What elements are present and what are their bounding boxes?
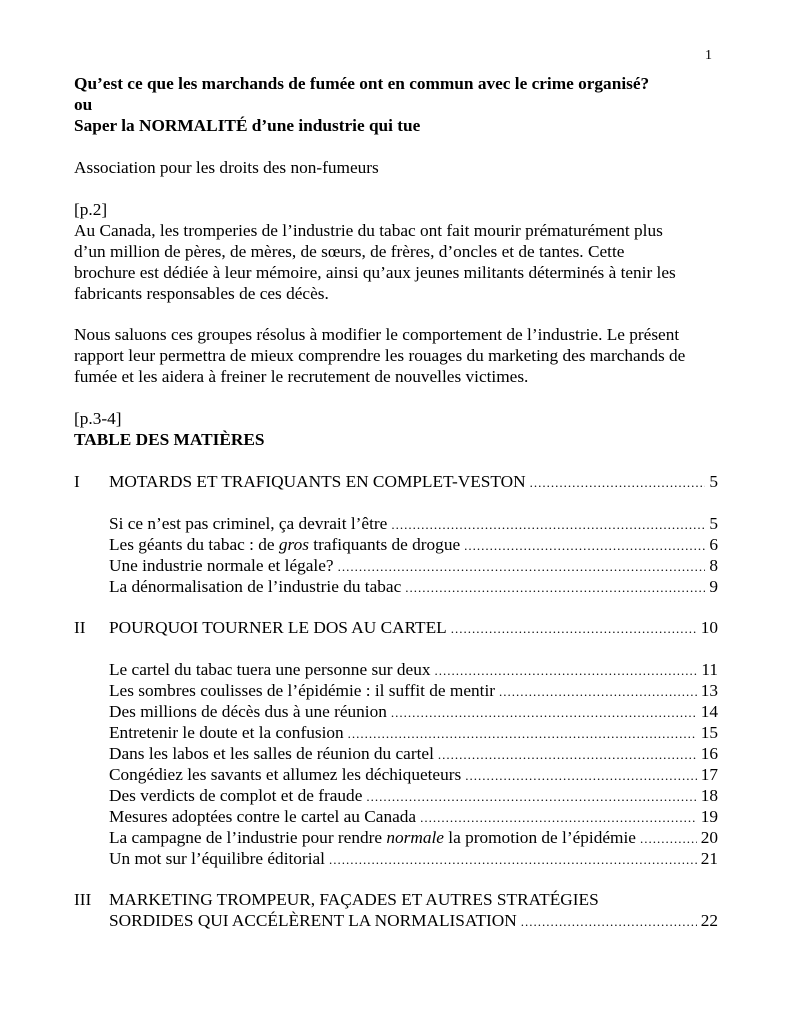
toc-entry bbox=[109, 827, 718, 848]
toc-entry-label bbox=[109, 534, 460, 555]
dot-leader bbox=[640, 828, 697, 849]
toc-entry-label bbox=[109, 827, 636, 848]
toc-entry-label: Des millions de décès dus à une réunion bbox=[109, 702, 387, 721]
toc-page-number: 16 bbox=[700, 744, 718, 763]
page-number: 1 bbox=[705, 48, 712, 63]
toc-page-number: 20 bbox=[700, 828, 718, 847]
toc-entry bbox=[109, 659, 718, 680]
toc-section-numeral: III bbox=[74, 890, 92, 909]
toc-heading: TABLE DES MATIÈRES bbox=[74, 430, 265, 449]
dot-leader bbox=[451, 618, 697, 639]
toc-page-number: 14 bbox=[700, 702, 718, 721]
toc-entry-label: Si ce n’est pas criminel, ça devrait l’être bbox=[109, 514, 388, 533]
toc-entry-label: Entretenir le doute et la confusion bbox=[109, 723, 344, 742]
toc-section-1 bbox=[109, 471, 718, 492]
toc-entry-label: Mesures adoptées contre le cartel au Canada bbox=[109, 807, 417, 826]
toc-entry-label: Le cartel du tabac tuera une personne sur deux bbox=[109, 660, 431, 679]
toc-entry bbox=[109, 513, 718, 534]
toc-entry-label: Une industrie normale et légale? bbox=[109, 556, 334, 575]
toc-page-number: 5 bbox=[709, 514, 718, 533]
dot-leader bbox=[366, 786, 696, 807]
toc-entry bbox=[109, 555, 718, 576]
title-line-1: Qu’est ce que les marchands de fumée ont en commun avec le crime organisé? bbox=[74, 74, 650, 93]
toc-page-number: 17 bbox=[700, 765, 718, 784]
toc-page-number: 13 bbox=[700, 681, 718, 700]
dot-leader bbox=[465, 765, 696, 786]
dot-leader bbox=[348, 723, 697, 744]
dot-leader bbox=[464, 535, 705, 556]
dot-leader bbox=[338, 556, 706, 577]
toc-page-number: 8 bbox=[709, 556, 718, 575]
toc-entry bbox=[109, 722, 718, 743]
toc-page-number: 18 bbox=[700, 786, 718, 805]
intro-paragraph bbox=[74, 324, 724, 387]
toc-page-number: 19 bbox=[700, 807, 718, 826]
toc-page-number: 11 bbox=[701, 660, 718, 679]
toc-section-title: POURQUOI TOURNER LE DOS AU CARTEL bbox=[109, 618, 447, 637]
toc-section-numeral: I bbox=[74, 472, 80, 491]
paragraph-line: Au Canada, les tromperies de l’industrie du tabac ont fait mourir prématurément plus bbox=[74, 221, 663, 240]
toc-page-number: 10 bbox=[700, 618, 718, 637]
dot-leader bbox=[391, 702, 697, 723]
page-ref-p2: [p.2] bbox=[74, 200, 108, 219]
toc-entry bbox=[109, 534, 718, 555]
dot-leader bbox=[405, 577, 705, 598]
page-ref-p3-4: [p.3-4] bbox=[74, 409, 122, 428]
dot-leader bbox=[521, 911, 697, 932]
toc-section-3 bbox=[109, 910, 718, 931]
paragraph-line: d’un million de pères, de mères, de sœurs, de frères, d’oncles et de tantes. Cette bbox=[74, 242, 625, 261]
dot-leader bbox=[438, 744, 697, 765]
toc-entry bbox=[109, 680, 718, 701]
toc-entry-label: Un mot sur l’équilibre éditorial bbox=[109, 849, 325, 868]
paragraph-line: rapport leur permettra de mieux comprendre les rouages du marketing des marchands de bbox=[74, 346, 686, 365]
toc-entry bbox=[109, 576, 718, 597]
toc-entry bbox=[109, 806, 718, 827]
toc-page-number: 5 bbox=[709, 472, 718, 491]
paragraph-line: Nous saluons ces groupes résolus à modifier le comportement de l’industrie. Le présent bbox=[74, 325, 680, 344]
toc-entry-label-part: trafiquants de drogue bbox=[308, 535, 461, 554]
toc-entry bbox=[109, 848, 718, 869]
toc-entry-label-italic: gros bbox=[278, 535, 309, 554]
toc-entry-label: Dans les labos et les salles de réunion du cartel bbox=[109, 744, 434, 763]
toc-section-numeral: II bbox=[74, 618, 86, 637]
dot-leader bbox=[329, 849, 697, 870]
toc-entry bbox=[109, 764, 718, 785]
dedication-paragraph bbox=[74, 199, 724, 304]
toc-entry-label: Congédiez les savants et allumez les déchiqueteurs bbox=[109, 765, 462, 784]
toc-entry-label: Des verdicts de complot et de fraude bbox=[109, 786, 363, 805]
title-line-2: ou bbox=[74, 95, 93, 114]
toc-entry-label: Les sombres coulisses de l’épidémie : il suffit de mentir bbox=[109, 681, 496, 700]
dot-leader bbox=[420, 807, 697, 828]
document-title bbox=[74, 73, 734, 136]
toc-entry-label-part: la promotion de l’épidémie bbox=[443, 828, 636, 847]
toc-page-number: 6 bbox=[709, 535, 718, 554]
organization-name: Association pour les droits des non-fumeurs bbox=[74, 158, 379, 177]
toc-entry bbox=[109, 785, 718, 806]
toc-entry-label: La dénormalisation de l’industrie du tabac bbox=[109, 577, 402, 596]
paragraph-line: fumée et les aidera à freiner le recrutement de nouvelles victimes. bbox=[74, 367, 529, 386]
toc-page-number: 22 bbox=[700, 911, 718, 930]
toc-entry-label-part: La campagne de l’industrie pour rendre bbox=[109, 828, 387, 847]
title-line-3: Saper la NORMALITÉ d’une industrie qui tue bbox=[74, 116, 421, 135]
toc-section-title-line: MARKETING TROMPEUR, FAÇADES ET AUTRES STRATÉGIES bbox=[109, 890, 599, 909]
dot-leader bbox=[499, 681, 697, 702]
toc-section-2 bbox=[109, 617, 718, 638]
toc-entry-label-italic: normale bbox=[386, 828, 444, 847]
toc-entry bbox=[109, 701, 718, 722]
toc-entry bbox=[109, 743, 718, 764]
paragraph-line: fabricants responsables de ces décès. bbox=[74, 284, 329, 303]
toc-page-number: 9 bbox=[709, 577, 718, 596]
dot-leader bbox=[391, 514, 705, 535]
toc-page-number: 15 bbox=[700, 723, 718, 742]
dot-leader bbox=[434, 660, 697, 681]
toc-entry-label-part: Les géants du tabac : de bbox=[109, 535, 279, 554]
dot-leader bbox=[530, 472, 706, 493]
paragraph-line: brochure est dédiée à leur mémoire, ainsi qu’aux jeunes militants déterminés à tenir les bbox=[74, 263, 676, 282]
toc-section-title: MOTARDS ET TRAFIQUANTS EN COMPLET-VESTON bbox=[109, 472, 526, 491]
toc-page-number: 21 bbox=[700, 849, 718, 868]
toc-section-title: SORDIDES QUI ACCÉLÈRENT LA NORMALISATION bbox=[109, 911, 517, 930]
